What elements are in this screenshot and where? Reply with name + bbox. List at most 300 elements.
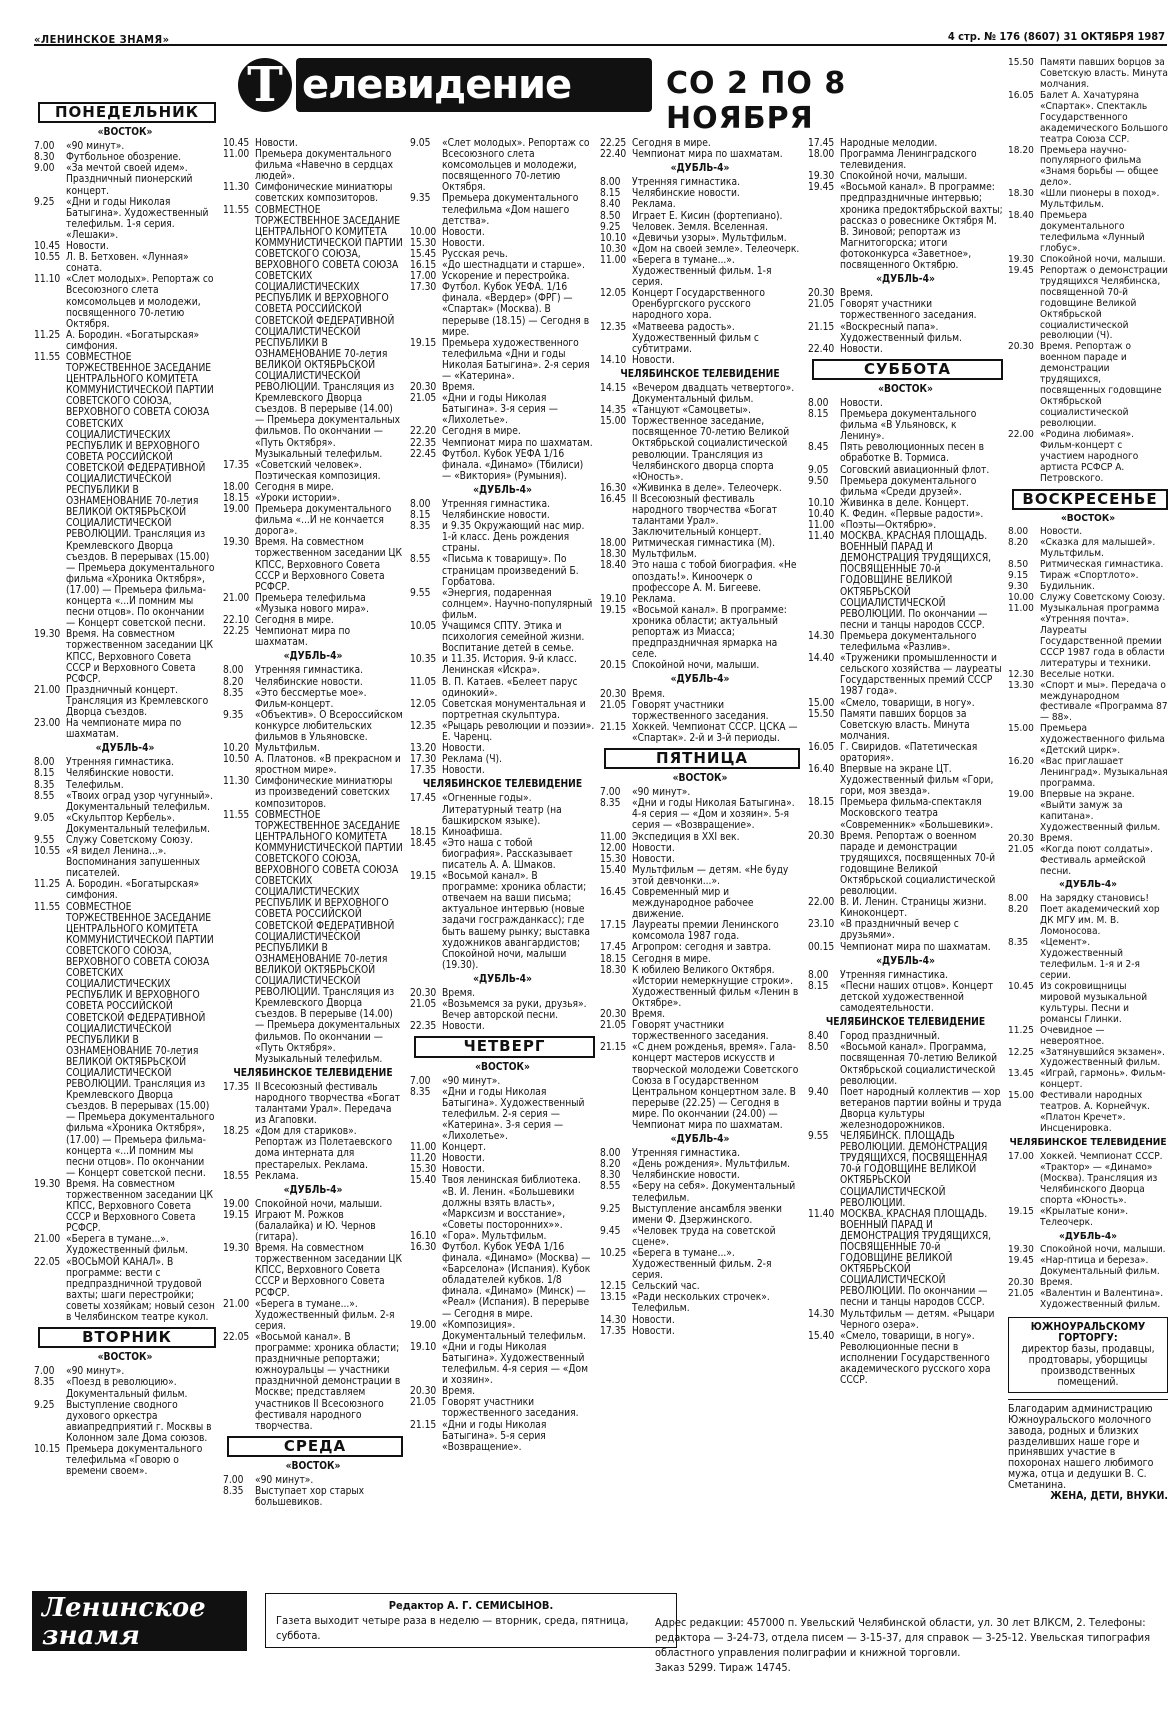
program-time: 17.45 — [410, 793, 437, 805]
program-title: Футбол. Кубок УЕФА 1/16 финала. «Динамо» (Тбилиси) — «Виктория» (Румыния). — [442, 448, 584, 482]
channel-heading: ЧЕЛЯБИНСКОЕ ТЕЛЕВИДЕНИЕ — [233, 1067, 393, 1079]
program-time: 19.15 — [600, 604, 627, 616]
program-time: 11.30 — [223, 776, 250, 788]
footer-editor: Редактор А. Г. СЕМИСЫНОВ. — [388, 1599, 554, 1612]
program-title: СОВМЕСТНОЕ ТОРЖЕСТВЕННОЕ ЗАСЕДАНИЕ ЦЕНТРАЛЬНОГО КОМИТЕТА КОММУНИСТИЧЕСКОЙ ПАРТИИ СОВЕТСКОГО СОЮЗА, ВЕРХОВНОГО СОВЕТА СОЮЗА СОВЕТСКИХ СОЦИАЛИСТИЧЕСКИХ РЕСПУБЛИК И ВЕРХОВНОГО СОВЕТА РОССИЙСКОЙ СОВЕТСКОЙ ФЕДЕРАТИВНОЙ СОЦИАЛИСТИЧЕСКОЙ РЕСПУБЛИКИ В ОЗНАМЕНОВАНИЕ 70-летия ВЕЛИКОЙ ОКТЯБРЬСКОЙ СОЦИАЛИСТИЧЕСКОЙ РЕВОЛЮЦИИ. Трансляция из Кремлевского Дворца съездов. В перерывах (15.00) — Премьера документального фильма «Хроника Октября», (17.00) — Премьера фильма-концерта «...И помним мы песни отцов». По окончании — Концерт советской песни. — [66, 351, 215, 630]
program-time: 18.45 — [410, 837, 437, 849]
program-time: 11.25 — [34, 329, 61, 341]
program-title: «Валентин и Валентина». Художественный фильм. — [1040, 1288, 1164, 1311]
program-time: 8.20 — [1008, 904, 1029, 916]
program-item — [1008, 430, 1168, 485]
program-item — [600, 199, 800, 210]
program-title: Памяти павших борцов за Советскую власть. Минута молчания. — [840, 708, 970, 742]
program-time: 18.15 — [600, 953, 627, 965]
program-time: 8.30 — [600, 1170, 621, 1182]
program-title: Будильник. — [1040, 581, 1095, 593]
program-title: «Шли пионеры в поход». Мультфильм. — [1040, 188, 1160, 211]
program-title: СОВМЕСТНОЕ ТОРЖЕСТВЕННОЕ ЗАСЕДАНИЕ ЦЕНТРАЛЬНОГО КОМИТЕТА КОММУНИСТИЧЕСКОЙ ПАРТИИ СОВЕТСКОГО СОЮЗА, ВЕРХОВНОГО СОВЕТА СОЮЗА СОВЕТСКИХ СОЦИАЛИСТИЧЕСКИХ РЕСПУБЛИК И ВЕРХОВНОГО СОВЕТА РОССИЙСКОЙ СОВЕТСКОЙ ФЕДЕРАТИВНОЙ СОЦИАЛИСТИЧЕСКОЙ РЕСПУБЛИКИ В ОЗНАМЕНОВАНИЕ 70-летия ВЕЛИКОЙ ОКТЯБРЬСКОЙ СОЦИАЛИСТИЧЕСКОЙ РЕВОЛЮЦИИ. Трансляция из Кремлевского Дворца съездов. В перерыве (14.00) — Премьера документальных фильмов. По окончании — «Путь Октября». Музыкальный телефильм. — [255, 809, 403, 1065]
program-time: 17.30 — [410, 282, 437, 294]
program-time: 19.30 — [34, 629, 61, 641]
program-title: Футбол. Кубок УЕФА. 1/16 финала. «Вердер» (ФРГ) — «Спартак» (Москва). В перерыве (18.15) — Сегодня в мире. — [442, 282, 590, 338]
program-item — [600, 494, 800, 538]
program-time: 15.40 — [600, 864, 627, 876]
program-title: «Берега в тумане...». Художественный фильм. 2-я серия. — [255, 1298, 395, 1332]
program-item — [34, 835, 216, 846]
program-title: Новости. — [442, 1164, 485, 1176]
program-title: Памяти павших борцов за Советскую власть. Минута молчания. — [1040, 58, 1168, 90]
program-time: 11.40 — [808, 1208, 835, 1220]
program-item — [34, 629, 216, 684]
program-item — [600, 538, 800, 549]
program-title: Новости. — [442, 765, 485, 777]
program-title: Киноафиша. — [442, 826, 503, 838]
program-item — [410, 1087, 595, 1142]
program-title: «Играй, гармонь». Фильм-концерт. — [1040, 1068, 1166, 1091]
program-time: 21.05 — [808, 299, 835, 311]
program-time: 18.55 — [223, 1170, 250, 1182]
program-time: 15.30 — [410, 1164, 437, 1176]
program-title: Служу Советскому Союзу. — [66, 835, 194, 846]
program-time: 18.00 — [808, 149, 835, 161]
program-item — [34, 1366, 216, 1377]
program-title: Новости. — [1040, 526, 1083, 538]
program-time: 13.30 — [1008, 679, 1034, 691]
program-item — [600, 798, 800, 831]
program-item — [600, 1020, 800, 1042]
program-item — [808, 831, 1003, 898]
program-title: «Смело, товарищи, в ногу». — [840, 697, 975, 709]
program-item — [410, 621, 595, 654]
program-item — [223, 776, 403, 809]
program-time: 18.00 — [223, 481, 250, 493]
program-item — [410, 1175, 595, 1230]
program-time: 8.55 — [410, 554, 431, 566]
program-item — [600, 1159, 800, 1170]
program-item — [808, 398, 1003, 409]
program-time: 15.00 — [808, 697, 835, 709]
program-item — [410, 793, 595, 826]
program-item — [600, 1292, 800, 1314]
program-time: 8.15 — [410, 510, 431, 522]
program-item — [1008, 757, 1168, 790]
program-item — [223, 1082, 403, 1126]
program-item — [223, 1199, 403, 1210]
program-item — [34, 163, 216, 196]
program-item — [600, 700, 800, 722]
program-item — [1008, 604, 1168, 670]
program-time: 8.35 — [600, 798, 621, 810]
program-title: МОСКВА. КРАСНАЯ ПЛОЩАДЬ. ВОЕННЫЙ ПАРАД И ДЕМОНСТРАЦИЯ ТРУДЯЩИХСЯ, ПОСВЯЩЕННЫЕ 70-й ГОДОВЩИНЕ ВЕЛИКОЙ ОКТЯБРЬСКОЙ СОЦИАЛИСТИЧЕСКОЙ РЕВОЛЮЦИИ. По окончании — песни и танцы народов СССР. — [840, 1208, 992, 1309]
program-time: 19.15 — [410, 871, 437, 883]
program-time: 19.00 — [410, 1319, 437, 1331]
program-item — [808, 299, 1003, 321]
program-time: 8.00 — [1008, 893, 1029, 905]
program-item — [600, 233, 800, 244]
program-title: Премьера документального телефильма «Разлив». — [840, 630, 977, 654]
program-time: 8.20 — [600, 1159, 621, 1171]
program-title: Премьера телефильма «Музыка нового мира». — [255, 592, 369, 615]
program-title: «Дом для стариков». Репортаж из Полетаевского дома интерната для престарелых. Реклама. — [255, 1126, 393, 1171]
program-item — [600, 1042, 800, 1131]
program-item — [223, 205, 403, 460]
day-heading: ПОНЕДЕЛЬНИК — [38, 102, 216, 123]
program-time: 19.15 — [1008, 1205, 1034, 1217]
program-time: 22.10 — [223, 615, 250, 627]
program-item — [410, 449, 595, 482]
program-title: Челябинские новости. — [632, 1170, 740, 1182]
channel-heading: «ДУБЛЬ-4» — [670, 163, 730, 175]
program-title: Фестивали народных театров. А. Корнейчук. «Платон Кречет». Инсценировка. — [1040, 1090, 1150, 1135]
program-item — [600, 483, 800, 494]
program-title: Новости. — [255, 138, 298, 149]
program-title: Тираж «Спортлото». — [1040, 570, 1139, 582]
program-title: «Это наша с тобой биография». Рассказывает писатель А. А. Шмаков. — [442, 837, 573, 871]
program-time: 20.30 — [808, 830, 835, 842]
program-item — [410, 227, 595, 238]
program-time: 7.00 — [410, 1075, 431, 1087]
program-item — [1008, 538, 1168, 560]
program-title: Музыкальная программа «Утренняя почта». Лауреаты Государственной премии СССР 1987 года в области литературы и техники. — [1040, 603, 1165, 669]
program-time: 22.00 — [808, 897, 835, 909]
program-title: Новости. — [442, 237, 485, 249]
program-time: 22.45 — [410, 448, 437, 460]
program-item — [808, 509, 1003, 520]
program-time: 8.35 — [223, 687, 244, 699]
program-time: 11.25 — [34, 879, 61, 891]
channel-heading: ЧЕЛЯБИНСКОЕ ТЕЛЕВИДЕНИЕ — [620, 368, 780, 380]
program-time: 18.00 — [600, 538, 627, 550]
program-time: 21.05 — [410, 999, 437, 1011]
program-time: 22.25 — [223, 626, 250, 638]
channel-heading: «ДУБЛЬ-4» — [473, 973, 532, 985]
program-title: Мультфильм. — [255, 743, 320, 755]
program-item — [410, 677, 595, 699]
program-time: 8.40 — [600, 199, 621, 211]
program-title: На чемпионате мира по шахматам. — [66, 718, 182, 741]
program-item — [34, 197, 216, 241]
program-item — [1008, 1152, 1168, 1207]
program-item — [223, 1210, 403, 1243]
program-item — [808, 653, 1003, 697]
program-title: «Восьмой канал». В программе: хроника области; праздничные репортажи; южноуральцы — участники праздничной демонстрации в Москве; представляем участников II Всесоюзного фестиваля народного творчества. — [255, 1331, 401, 1432]
program-time: 10.00 — [1008, 592, 1034, 604]
program-item — [600, 942, 800, 953]
program-item — [410, 721, 595, 743]
program-item — [410, 260, 595, 271]
program-title: Учащимся СПТУ. Этика и психология семейной жизни. Воспитание детей в семье. — [442, 621, 585, 655]
program-time: 21.05 — [600, 1020, 627, 1032]
program-time: 19.10 — [600, 593, 627, 605]
program-time: 10.50 — [223, 754, 250, 766]
program-time: 11.00 — [600, 254, 627, 266]
program-item — [34, 274, 216, 329]
program-title: «За мечтой своей идем». Праздничный пионерский концерт. — [66, 163, 193, 197]
program-title: Челябинские новости. — [66, 768, 174, 780]
program-time: 7.00 — [34, 1366, 55, 1378]
program-title: «90 минут». — [66, 141, 125, 153]
program-time: 14.30 — [808, 1308, 835, 1320]
day-heading: ПЯТНИЦА — [604, 748, 800, 769]
program-item — [410, 1231, 595, 1242]
program-title: Ритмическая гимнастика. — [1040, 559, 1164, 571]
program-title: «Дни и годы Николая Батыгина». Художественный телефильм. 4-я серия — «Дом и хозяин». — [442, 1341, 589, 1387]
obituary-signature: ЖЕНА, ДЕТИ, ВНУКИ. — [1050, 1490, 1168, 1503]
program-title: Сегодня в мире. — [255, 615, 334, 627]
program-time: 8.50 — [1008, 559, 1029, 571]
program-title: «Нар-птица и береза». Документальный фильм. — [1040, 1255, 1160, 1278]
program-item — [600, 560, 800, 593]
program-time: 14.40 — [808, 653, 835, 665]
program-time: 21.00 — [223, 592, 250, 604]
column-4 — [600, 138, 800, 1616]
program-title: «Дни и годы Николая Батыгина». Художественный телефильм. 1-я серия. «Лешаки». — [66, 196, 209, 241]
program-item — [600, 1204, 800, 1226]
program-item — [410, 282, 595, 337]
program-title: Советская монументальная и портретная скульптура. — [442, 698, 586, 721]
program-title: Новости. — [632, 1314, 675, 1326]
program-title: К. Федин. «Первые радости». — [840, 508, 984, 520]
program-item — [600, 832, 800, 843]
program-time: 8.35 — [410, 521, 431, 533]
program-title: «Вас приглашает Ленинград». Музыкальная программа. — [1040, 756, 1168, 789]
program-time: 18.15 — [223, 493, 250, 504]
program-title: Премьера художественного фильма «Детский цирк». — [1040, 723, 1165, 757]
program-item — [410, 510, 595, 521]
program-item — [600, 660, 800, 671]
program-time: 15.00 — [1008, 1090, 1034, 1102]
program-time: 8.00 — [1008, 526, 1029, 538]
program-title: Твоя ленинская библиотека. «В. И. Ленин. «Большевики должны взять власть», «Марксизм и восстание», «Советы посторонних»». — [442, 1175, 581, 1231]
program-time: 18.40 — [1008, 210, 1034, 222]
program-title: Время. На совместном торжественном заседании ЦК КПСС, Верховного Совета СССР и Верховного Совета РСФСР. — [255, 537, 403, 593]
program-title: «Объектив». О Всероссийском конкурсе любительских фильмов в Ульяновске. — [255, 709, 403, 743]
program-time: 8.15 — [808, 409, 829, 421]
program-item — [1008, 189, 1168, 211]
program-time: 10.35 — [410, 654, 437, 666]
program-time: 21.05 — [410, 393, 437, 405]
program-time: 10.10 — [600, 232, 627, 244]
program-title: Футбол. Кубок УЕФА 1/16 финала. «Динамо» (Москва) — «Барселона» (Испания). Кубок обладателей кубков. 1/8 финала. «Динамо» (Минск) — «Реал» (Испания). В перерыве — Сегодня в мире. — [442, 1242, 591, 1320]
program-item — [600, 854, 800, 865]
program-title: Утренняя гимнастика. — [632, 1148, 740, 1160]
program-time: 21.05 — [1008, 843, 1034, 855]
channel-heading: «ВОСТОК» — [97, 127, 153, 139]
program-item — [1008, 834, 1168, 845]
program-item — [410, 393, 595, 426]
program-title: «Письма к товарищу». По страницам произведений Б. Горбатова. — [442, 554, 579, 588]
program-item — [1008, 91, 1168, 146]
program-title: ЧЕЛЯБИНСК. ПЛОЩАДЬ РЕВОЛЮЦИИ. ДЕМОНСТРАЦИЯ ТРУДЯЩИХСЯ, ПОСВЯЩЕННАЯ 70-й ГОДОВЩИНЕ ВЕЛИКОЙ ОКТЯБРЬСКОЙ СОЦИАЛИСТИЧЕСКОЙ РЕВОЛЮЦИИ. — [840, 1131, 988, 1209]
program-item — [1008, 905, 1168, 938]
program-title: «Девичьи узоры». Мультфильм. — [632, 232, 787, 244]
program-time: 21.00 — [34, 1234, 61, 1246]
program-time: 20.30 — [1008, 1277, 1034, 1289]
program-item — [1008, 342, 1168, 430]
program-title: «Беру на себя». Документальный телефильм. — [632, 1181, 796, 1204]
program-time: 15.50 — [808, 708, 835, 720]
program-item — [223, 810, 403, 1065]
footer-address-block — [655, 1615, 1175, 1675]
program-time: 23.00 — [34, 718, 61, 730]
program-title: Мультфильм — детям. «Не буду этой девчонки...». — [632, 864, 789, 887]
program-time: 21.05 — [600, 699, 627, 711]
program-item — [600, 149, 800, 160]
channel-heading: ЧЕЛЯБИНСКОЕ ТЕЛЕВИДЕНИЕ — [422, 779, 583, 791]
program-time: 13.15 — [600, 1292, 627, 1304]
program-title: Поет народный коллектив — хор ветеранов партии войны и труда Дворца культуры железнодорожников. — [840, 1086, 1002, 1131]
program-item — [34, 1444, 216, 1477]
program-item — [410, 999, 595, 1021]
program-time: 12.25 — [1008, 1046, 1034, 1058]
program-time: 20.30 — [808, 288, 835, 300]
program-title: «Поезд в революцию». Документальный фильм. — [66, 1377, 188, 1400]
program-item — [808, 981, 1003, 1014]
program-time: 9.05 — [34, 812, 55, 824]
program-time: 10.55 — [34, 846, 61, 858]
program-title: «Восьмой канал». Программа, посвященная 70-летию Великой Октябрьской социалистической революции. — [840, 1042, 998, 1087]
column-3 — [410, 138, 595, 1616]
program-title: Спокойной ночи, малыши. — [840, 171, 968, 183]
program-time: 15.40 — [808, 1330, 835, 1342]
day-heading: СРЕДА — [227, 1436, 403, 1457]
program-time: 8.55 — [600, 1181, 621, 1193]
program-title: «90 минут». — [66, 1366, 125, 1378]
program-item — [223, 593, 403, 615]
program-item — [1008, 982, 1168, 1026]
program-title: Впервые на экране ЦТ. Художественный фильм «Гори, гори, моя звезда». — [840, 764, 994, 798]
program-title: Сегодня в мире. — [442, 426, 521, 438]
program-item — [808, 288, 1003, 299]
program-item — [410, 1386, 595, 1397]
program-title: Ускорение и перестройка. — [442, 271, 570, 283]
program-item — [1008, 1048, 1168, 1070]
column-5 — [808, 138, 1003, 1616]
program-time: 19.00 — [1008, 788, 1034, 800]
program-title: Время. — [840, 288, 874, 300]
program-time: 10.25 — [600, 1248, 627, 1259]
program-item — [1008, 845, 1168, 878]
program-title: Премьера документального фильма «...И не кончается дорога». — [255, 504, 392, 538]
program-item — [410, 754, 595, 765]
program-item — [223, 182, 403, 204]
program-title: «Труженики промышленности и сельского хозяйства — лауреаты Государственных премий СССР 1987 года». — [840, 653, 1002, 698]
program-item — [808, 942, 1003, 953]
program-title: «Цемент». Художественный телефильм. 1-я и 2-я серии. — [1040, 937, 1140, 981]
program-item — [410, 654, 595, 676]
program-time: 8.15 — [808, 980, 829, 992]
program-title: «Восьмой канал». В программе: хроника области; отвечаем на ваши письма; актуальное интервью (новые задачи госгражданкасс); где быть вашему рынку; выставка художников авангардистов; Спокойной ночи, малыши (19.30). — [442, 871, 591, 971]
program-title: Чемпионат мира по шахматам. — [632, 149, 783, 161]
program-time: 8.15 — [34, 768, 55, 780]
program-time: 8.35 — [410, 1086, 431, 1098]
program-title: «Уроки истории». — [255, 493, 341, 504]
program-time: 8.00 — [410, 499, 431, 510]
program-title: «Слет молодых». Репортаж со Всесоюзного слета комсомольцев и молодежи, посвященного 70-летию Октября. — [442, 138, 590, 194]
program-time: 16.40 — [808, 764, 835, 776]
channel-heading: «ДУБЛЬ-4» — [95, 743, 155, 755]
program-time: 12.05 — [410, 698, 437, 710]
program-title: «Огненные годы». Литературный театр (на башкирском языке). — [442, 793, 562, 827]
program-time: 8.00 — [223, 665, 244, 677]
program-item — [410, 193, 595, 226]
channel-heading: «ВОСТОК» — [475, 1061, 530, 1073]
program-item — [34, 152, 216, 163]
program-title: Реклама. — [255, 1170, 299, 1182]
program-time: 15.40 — [410, 1175, 437, 1187]
program-time: 10.20 — [223, 743, 250, 755]
program-time: 21.00 — [34, 684, 61, 696]
program-item — [410, 1342, 595, 1386]
program-time: 19.30 — [223, 1243, 250, 1255]
program-time: 9.45 — [600, 1225, 621, 1237]
program-item — [34, 718, 216, 740]
program-item — [808, 764, 1003, 797]
program-item — [34, 757, 216, 768]
program-item — [808, 970, 1003, 981]
channel-heading: «ВОСТОК» — [878, 383, 933, 395]
program-title: Новости. — [632, 842, 675, 854]
program-title: Спокойной ночи, малыши. — [1040, 253, 1166, 265]
program-title: «ВОСЬМОЙ КАНАЛ». В программе: вести с предпраздничной трудовой вахты; шаги перестройки; советы хозяйкам; новый сезон в Челябинском театре кукол. — [66, 1256, 215, 1324]
channel-heading: «ВОСТОК» — [285, 1460, 341, 1472]
program-time: 18.30 — [600, 964, 627, 976]
program-time: 11.55 — [34, 901, 61, 913]
program-title: Симфонические миниатюры из произведений советских композиторов. — [255, 776, 393, 810]
program-item — [1008, 1091, 1168, 1135]
program-item — [808, 897, 1003, 919]
program-title: Чемпионат мира по шахматам. — [840, 941, 991, 953]
program-item — [600, 1009, 800, 1020]
program-time: 13.20 — [410, 743, 437, 755]
program-item — [808, 138, 1003, 149]
program-time: 20.30 — [410, 988, 437, 1000]
program-title: Время. — [632, 688, 666, 700]
notice-box — [1008, 1317, 1168, 1393]
program-time: 20.30 — [410, 1386, 437, 1398]
program-title: Премьера научно-популярного фильма «Знамя борьбы — общее дело». — [1040, 144, 1159, 189]
program-title: Новости. — [840, 343, 883, 355]
program-title: «Твоих оград узор чугунный». Документальный телефильм. — [66, 790, 214, 813]
program-item — [410, 988, 595, 999]
program-title: «Восьмой канал». В программе: хроника области; актуальный репортаж из Миасса; предпраздничная ярмарка на селе. — [632, 604, 787, 661]
program-item — [808, 171, 1003, 182]
program-title: Сегодня в мире. — [632, 138, 711, 149]
program-item — [34, 141, 216, 152]
program-title: Время. На совместном торжественном заседании ЦК КПСС, Верховного Совета СССР и Верховного Совета РСФСР. — [66, 629, 214, 685]
paper-name: «ЛЕНИНСКОЕ ЗНАМЯ» — [34, 33, 170, 46]
program-item — [223, 493, 403, 504]
program-title: Челябинские новости. — [442, 510, 550, 522]
program-title: Новости. — [442, 1153, 485, 1165]
program-item — [600, 1148, 800, 1159]
program-title: Премьера документального телефильма «Говорю о времени своем». — [66, 1443, 203, 1478]
program-item — [223, 1243, 403, 1298]
program-title: Челябинские новости. — [255, 676, 363, 688]
program-title: «90 минут». — [632, 787, 691, 799]
program-title: «Дом на своей земле». Телеочерк. — [632, 243, 800, 255]
program-time: 20.30 — [600, 1009, 627, 1021]
program-item — [410, 521, 595, 554]
program-item — [600, 416, 800, 483]
program-title: К юбилею Великого Октября. «Истории немеркнущие строки». Художественный фильм «Ленин в Октябре». — [632, 964, 799, 1009]
footer-logo: Ленинское знамя — [32, 1591, 247, 1651]
program-time: 22.20 — [410, 426, 437, 438]
program-item — [808, 409, 1003, 442]
program-title: СОВМЕСТНОЕ ТОРЖЕСТВЕННОЕ ЗАСЕДАНИЕ ЦЕНТРАЛЬНОГО КОМИТЕТА КОММУНИСТИЧЕСКОЙ ПАРТИИ СОВЕТСКОГО СОЮЗА, ВЕРХОВНОГО СОВЕТА СОЮЗА СОВЕТСКИХ СОЦИАЛИСТИЧЕСКИХ РЕСПУБЛИК И ВЕРХОВНОГО СОВЕТА РОССИЙСКОЙ СОВЕТСКОЙ ФЕДЕРАТИВНОЙ СОЦИАЛИСТИЧЕСКОЙ РЕСПУБЛИКИ В ОЗНАМЕНОВАНИЕ 70-летия ВЕЛИКОЙ ОКТЯБРЬСКОЙ СОЦИАЛИСТИЧЕСКОЙ РЕВОЛЮЦИИ. Трансляция из Кремлевского Дворца съездов. В перерыве (14.00) — Премьера документальных фильмов. По окончании — «Путь Октября». Музыкальный телефильм. — [255, 204, 403, 460]
program-title: Время. На совместном торжественном заседании ЦК КПСС, Верховного Совета СССР и Верховного Совета РСФСР. — [66, 1178, 214, 1235]
program-time: 11.00 — [1008, 603, 1034, 614]
program-time: 7.00 — [223, 1474, 244, 1486]
